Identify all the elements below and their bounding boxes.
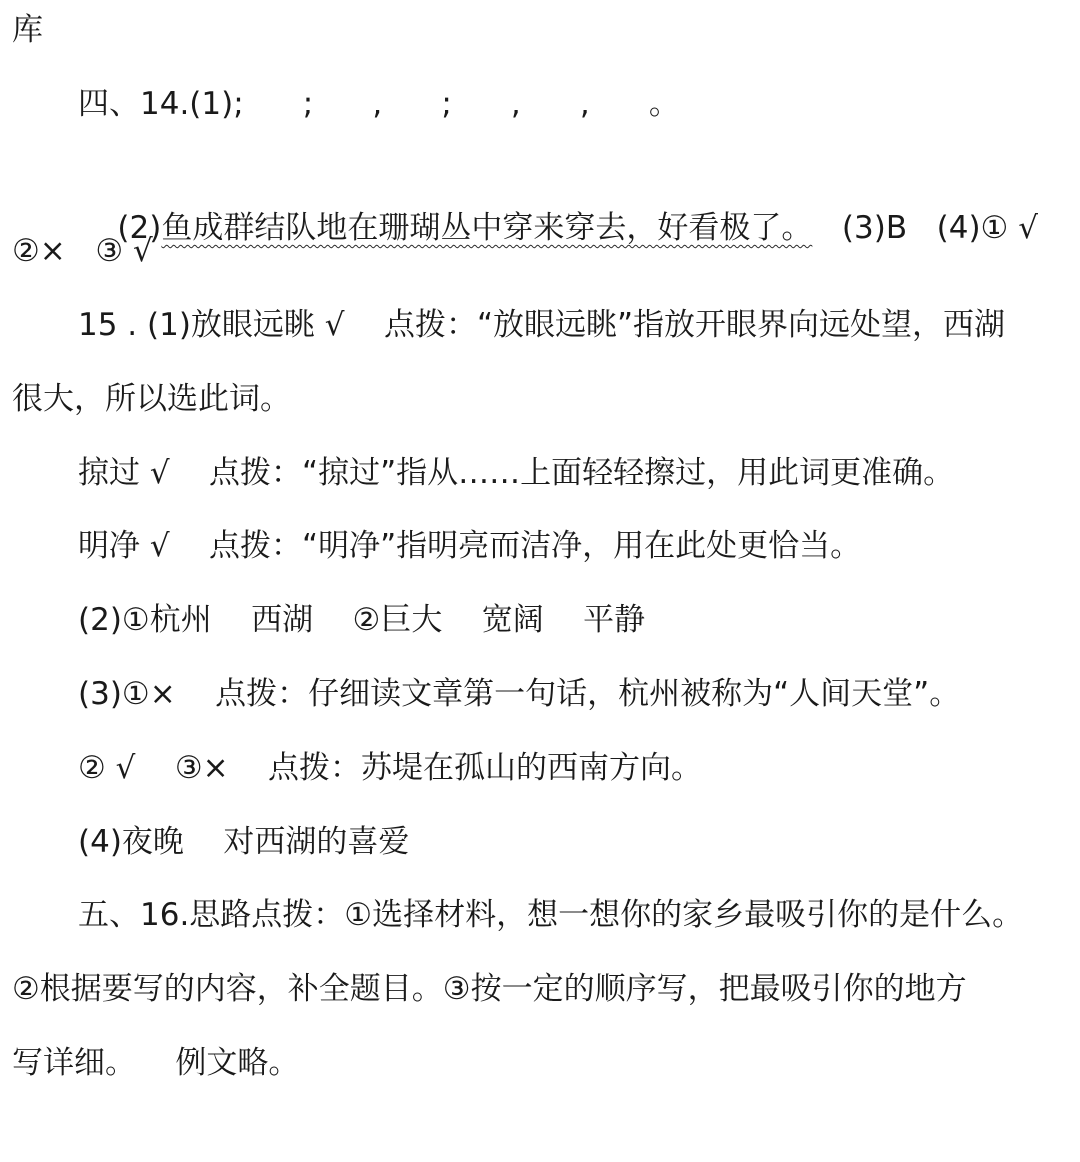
wavy-underlined-answer: 鱼成群结队地在珊瑚丛中穿来穿去，好看极了。 bbox=[161, 210, 813, 246]
text-line-10: (3)①× 点拨：仔细读文章第一句话，杭州被称为“人间天堂”。 bbox=[78, 676, 961, 712]
line-3-prefix: (2) bbox=[117, 210, 162, 246]
text-line-15: 写详细。 例文略。 bbox=[12, 1045, 300, 1081]
text-line-14: ②根据要写的内容，补全题目。③按一定的顺序写，把最吸引你的地方 bbox=[12, 971, 967, 1007]
text-line-7: 掠过 √ 点拨：“掠过”指从……上面轻轻擦过，用此词更准确。 bbox=[78, 455, 955, 491]
text-line-2: 四、14.(1); ; , ; , , 。 bbox=[78, 86, 680, 122]
text-line-9: (2)①杭州 西湖 ②巨大 宽阔 平静 bbox=[78, 602, 646, 638]
text-line-5: 15 . (1)放眼远眺 √ 点拨：“放眼远眺”指放开眼界向远处望，西湖 bbox=[78, 307, 1006, 343]
text-line-12: (4)夜晚 对西湖的喜爱 bbox=[78, 824, 410, 860]
text-line-1: 库 bbox=[12, 12, 43, 48]
text-line-3 bbox=[0, 153, 1080, 246]
text-line-6: 很大，所以选此词。 bbox=[12, 381, 291, 417]
text-line-4: ②× ③ √ bbox=[12, 233, 153, 269]
text-line-8: 明净 √ 点拨：“明净”指明亮而洁净，用在此处更恰当。 bbox=[78, 528, 862, 564]
text-line-13: 五、16.思路点拨：①选择材料，想一想你的家乡最吸引你的是什么。 bbox=[78, 897, 1024, 933]
text-line-11: ② √ ③× 点拨：苏堤在孤山的西南方向。 bbox=[78, 750, 702, 786]
line-3-suffix: (3)B (4)① √ bbox=[812, 210, 1038, 246]
